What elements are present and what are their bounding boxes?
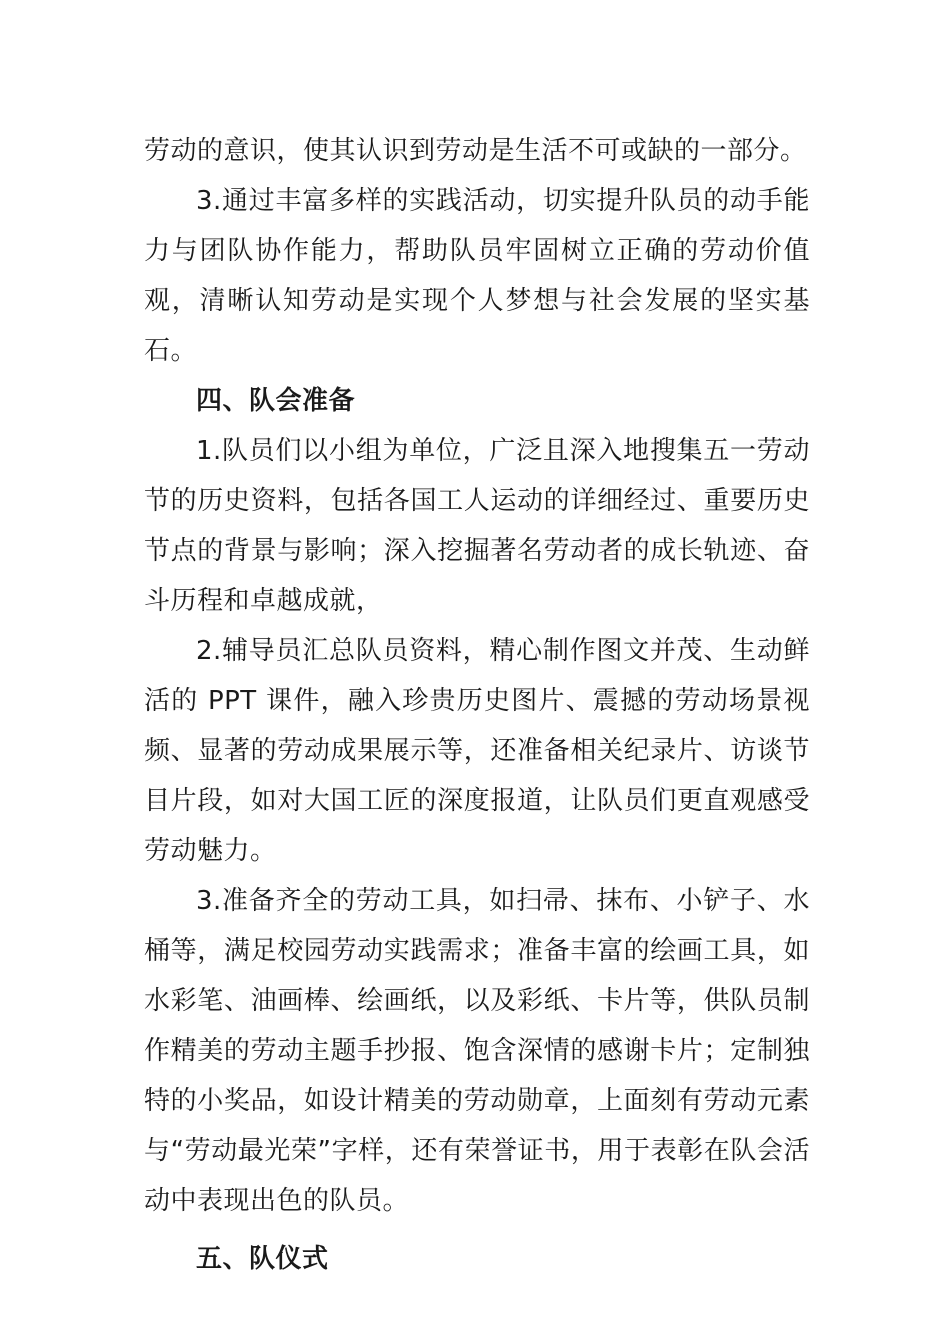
section-heading-preparation: 四、队会准备 <box>196 386 356 416</box>
preparation-item-1: 1.队员们以小组为单位，广泛且深入地搜集五一劳动节的历史资料，包括各国工人运动的详细经过、重要历史节点的背景与影响；深入挖掘著名劳动者的成长轨迹、奋斗历程和卓越成就， <box>144 436 810 616</box>
preparation-item-2: 2.辅导员汇总队员资料，精心制作图文并茂、生动鲜活的 PPT 课件，融入珍贵历史图片、震撼的劳动场景视频、显著的劳动成果展示等，还准备相关纪录片、访谈节目片段，如对大国工匠的深度报道，让队员们更直观感受劳动魅力。 <box>144 636 810 866</box>
preparation-item-3: 3.准备齐全的劳动工具，如扫帚、抹布、小铲子、水桶等，满足校园劳动实践需求；准备丰富的绘画工具，如水彩笔、油画棒、绘画纸，以及彩纸、卡片等，供队员制作精美的劳动主题手抄报、饱含深情的感谢卡片；定制独特的小奖品，如设计精美的劳动勋章，上面刻有劳动元素与“劳动最光荣”字样，还有荣誉证书，用于表彰在队会活动中表现出色的队员。 <box>144 886 810 1216</box>
paragraph-continuation: 劳动的意识，使其认识到劳动是生活不可或缺的一部分。 <box>144 136 807 166</box>
section-heading-ceremony: 五、队仪式 <box>196 1244 329 1274</box>
document-body <box>144 126 810 1284</box>
objective-item-3: 3.通过丰富多样的实践活动，切实提升队员的动手能力与团队协作能力，帮助队员牢固树立正确的劳动价值观，清晰认知劳动是实现个人梦想与社会发展的坚实基石。 <box>144 186 810 366</box>
